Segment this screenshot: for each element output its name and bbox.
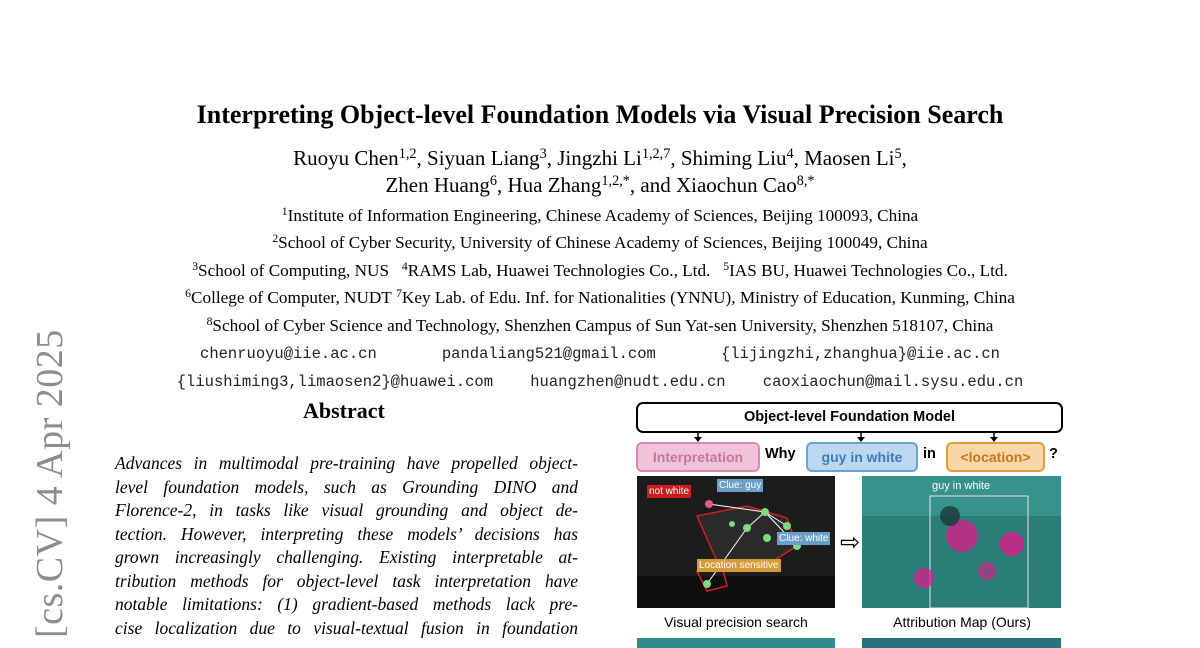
abstract-line: tection. However, interpreting these models’ decisions has xyxy=(115,523,578,544)
right-arrow-icon: ⇨ xyxy=(840,529,861,556)
second-row-image-left xyxy=(637,638,835,648)
emails-row-2 xyxy=(0,373,1200,391)
attribution-image xyxy=(862,476,1061,608)
author-affiliation-marker: 1,2,7 xyxy=(641,145,671,162)
model-label: Object-level Foundation Model xyxy=(636,402,1063,433)
arxiv-side-label: [cs.CV] 4 Apr 2025 xyxy=(29,329,71,638)
abstract-line: Florence-2, in tasks like visual grounding and object de- xyxy=(115,500,578,520)
abstract-body xyxy=(115,452,578,640)
affiliation-6-7: $^6$College of Computer, NUDT $^7$Key Lab. of Edu. Inf. for Nationalities (YNNU), Ministry of Education, Kunming, China xyxy=(185,287,1015,307)
author-affiliation-marker: 6 xyxy=(489,172,497,189)
email: huangzhen@nudt.edu.cn xyxy=(530,373,726,391)
author-name: and Xiaochun Cao xyxy=(640,173,797,197)
tag-not-white: not white xyxy=(649,486,690,497)
affiliation-8: $^8$School of Cyber Science and Technology, Shenzhen Campus of Sun Yat-sen University, Shenzhen 518107, China xyxy=(206,315,994,335)
authors-line-2: Zhen Huang$^6$, Hua Zhang$^{1,2,*}$, and Xiaochun Cao$^{8,*}$ xyxy=(385,172,815,197)
author-affiliation-marker: 1,2 xyxy=(398,145,417,162)
tag-clue-guy: Clue: guy xyxy=(719,480,762,491)
authors-line-1: Ruoyu Chen$^{1,2}$, Siyuan Liang$^3$, Jingzhi Li$^{1,2,7}$, Shiming Liu$^4$, Maosen Li$^5$, xyxy=(293,145,907,170)
location-pill: <location> xyxy=(946,442,1045,472)
tag-guy-in-white: guy in white xyxy=(932,480,991,492)
email: pandaliang521@gmail.com xyxy=(441,345,656,363)
author-name: Siyuan Liang xyxy=(427,146,540,170)
author-affiliation-marker: 4 xyxy=(786,145,794,162)
caption-attribution-map: Attribution Map (Ours) xyxy=(893,614,1031,630)
question-mark: ? xyxy=(1049,446,1058,462)
abstract-line: tribution methods for object-level task interpretation have xyxy=(115,570,578,591)
teaser-figure xyxy=(634,400,1064,648)
email: {liushiming3,limaosen2}@huawei.com xyxy=(176,373,494,391)
author-affiliation-marker: 3 xyxy=(539,145,547,162)
why-word: Why xyxy=(765,446,796,462)
author-affiliation-marker: 8,* xyxy=(796,172,815,189)
affiliation-2: $^2$School of Cyber Security, University of Chinese Academy of Sciences, Beijing 100049, China xyxy=(272,232,928,252)
affiliation-3-4-5: $^3$School of Computing, NUS $^4$RAMS Lab, Huawei Technologies Co., Ltd. $^5$IAS BU, Huawei Technologies Co., Ltd. xyxy=(192,260,1008,280)
author-name: Shiming Liu xyxy=(680,146,787,170)
author-name: Zhen Huang xyxy=(385,173,490,197)
interpretation-pill: Interpretation xyxy=(636,442,760,472)
tag-location-sensitive: Location sensitive xyxy=(699,560,779,571)
paper-title: Interpreting Object-level Foundation Models via Visual Precision Search xyxy=(196,100,1004,129)
author-name: Jingzhi Li xyxy=(557,146,642,170)
abstract-line: level foundation models, such as Grounding DINO and xyxy=(115,476,578,497)
author-affiliation-marker: 1,2,* xyxy=(601,172,630,189)
author-name: Ruoyu Chen xyxy=(293,146,399,170)
query-pill: guy in white xyxy=(806,442,918,472)
in-word: in xyxy=(923,446,936,462)
abstract-line: notable limitations: (1) gradient-based methods lack pre- xyxy=(115,594,578,614)
author-affiliation-marker: 5 xyxy=(894,145,902,162)
abstract-heading: Abstract xyxy=(303,398,385,423)
abstract-line: grown increasingly challenging. Existing interpretable at- xyxy=(115,547,578,567)
emails-row-1 xyxy=(0,345,1200,363)
caption-visual-precision-search: Visual precision search xyxy=(664,614,808,630)
author-name: Hua Zhang xyxy=(507,173,602,197)
affiliation-1: $^1$Institute of Information Engineering, Chinese Academy of Sciences, Beijing 100093, China xyxy=(281,205,919,225)
search-image xyxy=(637,476,835,608)
abstract-line: Advances in multimodal pre-training have propelled object- xyxy=(115,453,578,473)
tag-clue-white: Clue: white xyxy=(779,533,829,544)
abstract-line: cise localization due to visual-textual fusion in foundation xyxy=(115,617,578,638)
email: {lijingzhi,zhanghua}@iie.ac.cn xyxy=(720,345,1000,363)
attribution-heatmap xyxy=(862,476,1061,608)
email: chenruoyu@iie.ac.cn xyxy=(200,345,377,363)
author-name: Maosen Li xyxy=(804,146,895,170)
email: caoxiaochun@mail.sysu.edu.cn xyxy=(762,373,1024,391)
second-row-image-right xyxy=(862,638,1061,648)
